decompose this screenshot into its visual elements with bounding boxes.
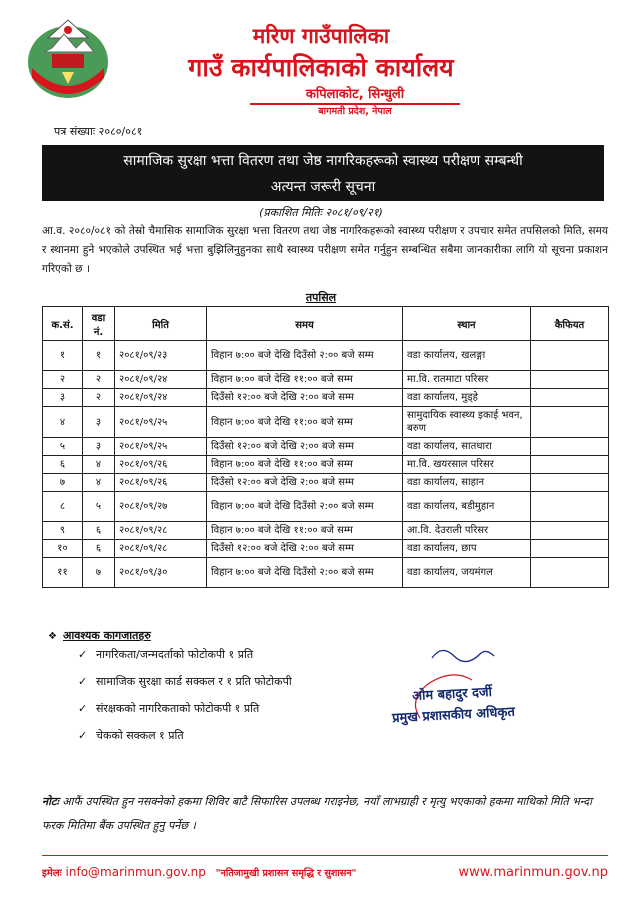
note-paragraph (42, 790, 608, 838)
cell-date: २०८१/०९/३० (115, 558, 207, 588)
table-row (43, 474, 609, 492)
municipality-name: मरिण गाउँपालिका (252, 24, 390, 48)
footer-divider (42, 855, 608, 856)
cell-remark (531, 474, 609, 492)
cell-time: विहान ७:०० बजे देखि दिउँसो २:०० बजे सम्म (207, 558, 403, 588)
cell-sn: ११ (43, 558, 83, 588)
office-name: गाउँ कार्यपालिकाको कार्यालय (188, 53, 454, 82)
notice-title-box (42, 145, 604, 201)
cell-place: मा.वि. खयरसाल परिसर (403, 456, 531, 474)
email-link[interactable]: info@marinmun.gov.np (65, 865, 206, 879)
cell-time: विहान ७:०० बजे देखि दिउँसो २:०० बजे सम्म (207, 492, 403, 522)
header-date: मिति (115, 307, 207, 341)
cell-sn: ७ (43, 474, 83, 492)
check-icon: ✓ (78, 648, 88, 661)
cell-date: २०८१/०९/२५ (115, 407, 207, 438)
table-header-row (43, 307, 609, 341)
cell-ward: ६ (83, 540, 115, 558)
table-row (43, 341, 609, 371)
cell-time: दिउँसो १२:०० बजे देखि २:०० बजे सम्म (207, 438, 403, 456)
header-sn: क.सं. (43, 307, 83, 341)
cell-sn: १ (43, 341, 83, 371)
cell-date: २०८१/०९/२८ (115, 540, 207, 558)
cell-time: विहान ७:०० बजे देखि ११:०० बजे सम्म (207, 456, 403, 474)
cell-remark (531, 522, 609, 540)
schedule-heading: तपसिल (305, 291, 337, 304)
check-icon: ✓ (78, 702, 88, 715)
cell-sn: ५ (43, 438, 83, 456)
cell-time: विहान ७:०० बजे देखि दिउँसो २:०० बजे सम्म (207, 341, 403, 371)
notice-title-line1: सामाजिक सुरक्षा भत्ता वितरण तथा जेष्ठ नागरिकहरूको स्वास्थ्य परीक्षण सम्बन्धी (123, 153, 523, 169)
cell-time: विहान ७:०० बजे देखि ११:०० बजे सम्म (207, 371, 403, 389)
office-address: कपिलाकोट, सिन्धुली (250, 84, 460, 105)
list-item (78, 675, 292, 702)
email-label: इमेलः (42, 868, 62, 879)
list-item (78, 702, 292, 729)
note-label: नोटः (42, 795, 59, 808)
cell-sn: १० (43, 540, 83, 558)
cell-ward: ५ (83, 492, 115, 522)
published-date: (प्रकाशित मितिः २०८१/०९/२१) (259, 206, 383, 219)
cell-remark (531, 456, 609, 474)
cell-place: वडा कार्यालय, छाप (403, 540, 531, 558)
province-name: बागमती प्रदेश, नेपाल (318, 106, 392, 117)
table-row (43, 389, 609, 407)
cell-remark (531, 389, 609, 407)
cell-sn: ४ (43, 407, 83, 438)
notice-title-line2: अत्यन्त जरूरी सूचना (270, 179, 376, 195)
cell-date: २०८१/०९/२६ (115, 474, 207, 492)
table-row (43, 407, 609, 438)
signatory-name: ओम बहादुर दर्जी (411, 684, 493, 705)
cell-ward: ४ (83, 474, 115, 492)
cell-sn: ९ (43, 522, 83, 540)
check-icon: ✓ (78, 675, 88, 688)
check-icon: ✓ (78, 729, 88, 742)
header-place: स्थान (403, 307, 531, 341)
website-link[interactable]: www.marinmun.gov.np (458, 865, 608, 880)
cell-place: वडा कार्यालय, मुड्हे (403, 389, 531, 407)
cell-date: २०८१/०९/२३ (115, 341, 207, 371)
table-row (43, 522, 609, 540)
table-row (43, 492, 609, 522)
note-text: आफैं उपस्थित हुन नसक्नेको हकमा शिविर बाटै सिफारिस उपलब्ध गराइनेछ, नयाँ लाभग्राही र मृत्यु भएकाको हकमा माथिको मिति भन्दा फरक मितिमा बैंक उपस्थित हुनु पर्नेछ । (42, 795, 592, 832)
cell-ward: ७ (83, 558, 115, 588)
header-ward: वडा नं. (83, 307, 115, 341)
intro-paragraph: आ.व. २०८०/०८१ को तेस्रो चैमासिक सामाजिक सुरक्षा भत्ता वितरण तथा जेष्ठ नागरिकहरूको स्वास्थ्य परीक्षण र उपचार समेत तपसिलको मिति, समय र स्थानमा हुने भएकोले उपस्थित भई भत्ता बुझिलिनुहुनका साथै स्वास्थ्य परीक्षण समेत गर्नुहुन सम्बन्धित सबैमा जानकारीका लागि यो सूचना प्रकाशन गरिएको छ । (42, 225, 608, 275)
cell-place: सामुदायिक स्वास्थ्य इकाई भवन, बरुण (403, 407, 531, 438)
cell-sn: ३ (43, 389, 83, 407)
requirements-list (78, 648, 292, 756)
cell-ward: ४ (83, 456, 115, 474)
cell-remark (531, 558, 609, 588)
table-row (43, 540, 609, 558)
list-item (78, 729, 292, 756)
cell-remark (531, 438, 609, 456)
cell-place: वडा कार्यालय, खलङ्गा (403, 341, 531, 371)
cell-time: दिउँसो १२:०० बजे देखि २:०० बजे सम्म (207, 474, 403, 492)
cell-date: २०८१/०९/२६ (115, 456, 207, 474)
requirements-title: आवश्यक कागजातहरु (62, 629, 151, 642)
list-item (78, 648, 292, 675)
cell-ward: ३ (83, 438, 115, 456)
cell-sn: ८ (43, 492, 83, 522)
cell-place: मा.वि. रातमाटा परिसर (403, 371, 531, 389)
cell-remark (531, 341, 609, 371)
cell-date: २०८१/०९/२४ (115, 371, 207, 389)
cell-remark (531, 540, 609, 558)
cell-sn: ६ (43, 456, 83, 474)
cell-time: विहान ७:०० बजे देखि ११:०० बजे सम्म (207, 407, 403, 438)
requirement-text: सामाजिक सुरक्षा कार्ड सक्कल र १ प्रति फोटोकपी (96, 675, 292, 688)
cell-ward: ३ (83, 407, 115, 438)
cell-remark (531, 492, 609, 522)
requirement-text: नागरिकता/जन्मदर्ताको फोटोकपी १ प्रति (96, 648, 254, 661)
cell-place: वडा कार्यालय, जयमंगल (403, 558, 531, 588)
cell-ward: ६ (83, 522, 115, 540)
slogan: "नतिजामुखी प्रशासन समृद्धि र सुशासन" (215, 868, 357, 879)
cell-place: वडा कार्यालय, बडीमुहान (403, 492, 531, 522)
cell-date: २०८१/०९/२७ (115, 492, 207, 522)
table-row (43, 371, 609, 389)
table-row (43, 456, 609, 474)
table-row (43, 438, 609, 456)
cell-place: वडा कार्यालय, साहान (403, 474, 531, 492)
cell-place: आ.वि. देउराली परिसर (403, 522, 531, 540)
cell-time: दिउँसो १२:०० बजे देखि २:०० बजे सम्म (207, 540, 403, 558)
cell-sn: २ (43, 371, 83, 389)
letter-number: पत्र संख्याः २०८०/०८१ (54, 125, 143, 138)
cell-time: विहान ७:०० बजे देखि ११:०० बजे सम्म (207, 522, 403, 540)
cell-ward: १ (83, 341, 115, 371)
schedule-table (42, 306, 609, 588)
requirements-heading (48, 628, 151, 643)
cell-ward: २ (83, 371, 115, 389)
header-remark: कैफियत (531, 307, 609, 341)
table-row (43, 558, 609, 588)
footer (42, 865, 608, 879)
cell-date: २०८१/०९/२४ (115, 389, 207, 407)
cell-place: वडा कार्यालय, सातधारा (403, 438, 531, 456)
cell-remark (531, 407, 609, 438)
cell-time: दिउँसो १२:०० बजे देखि २:०० बजे सम्म (207, 389, 403, 407)
header-time: समय (207, 307, 403, 341)
requirement-text: संरक्षकको नागरिकताको फोटोकपी १ प्रति (96, 702, 260, 715)
diamond-bullet-icon: ❖ (48, 631, 57, 642)
cell-remark (531, 371, 609, 389)
cell-date: २०८१/०९/२५ (115, 438, 207, 456)
cell-ward: २ (83, 389, 115, 407)
cell-date: २०८१/०९/२८ (115, 522, 207, 540)
signatory-title: प्रमुख प्रशासकीय अधिकृत (391, 704, 516, 727)
requirement-text: चेकको सक्कल १ प्रति (96, 729, 184, 742)
